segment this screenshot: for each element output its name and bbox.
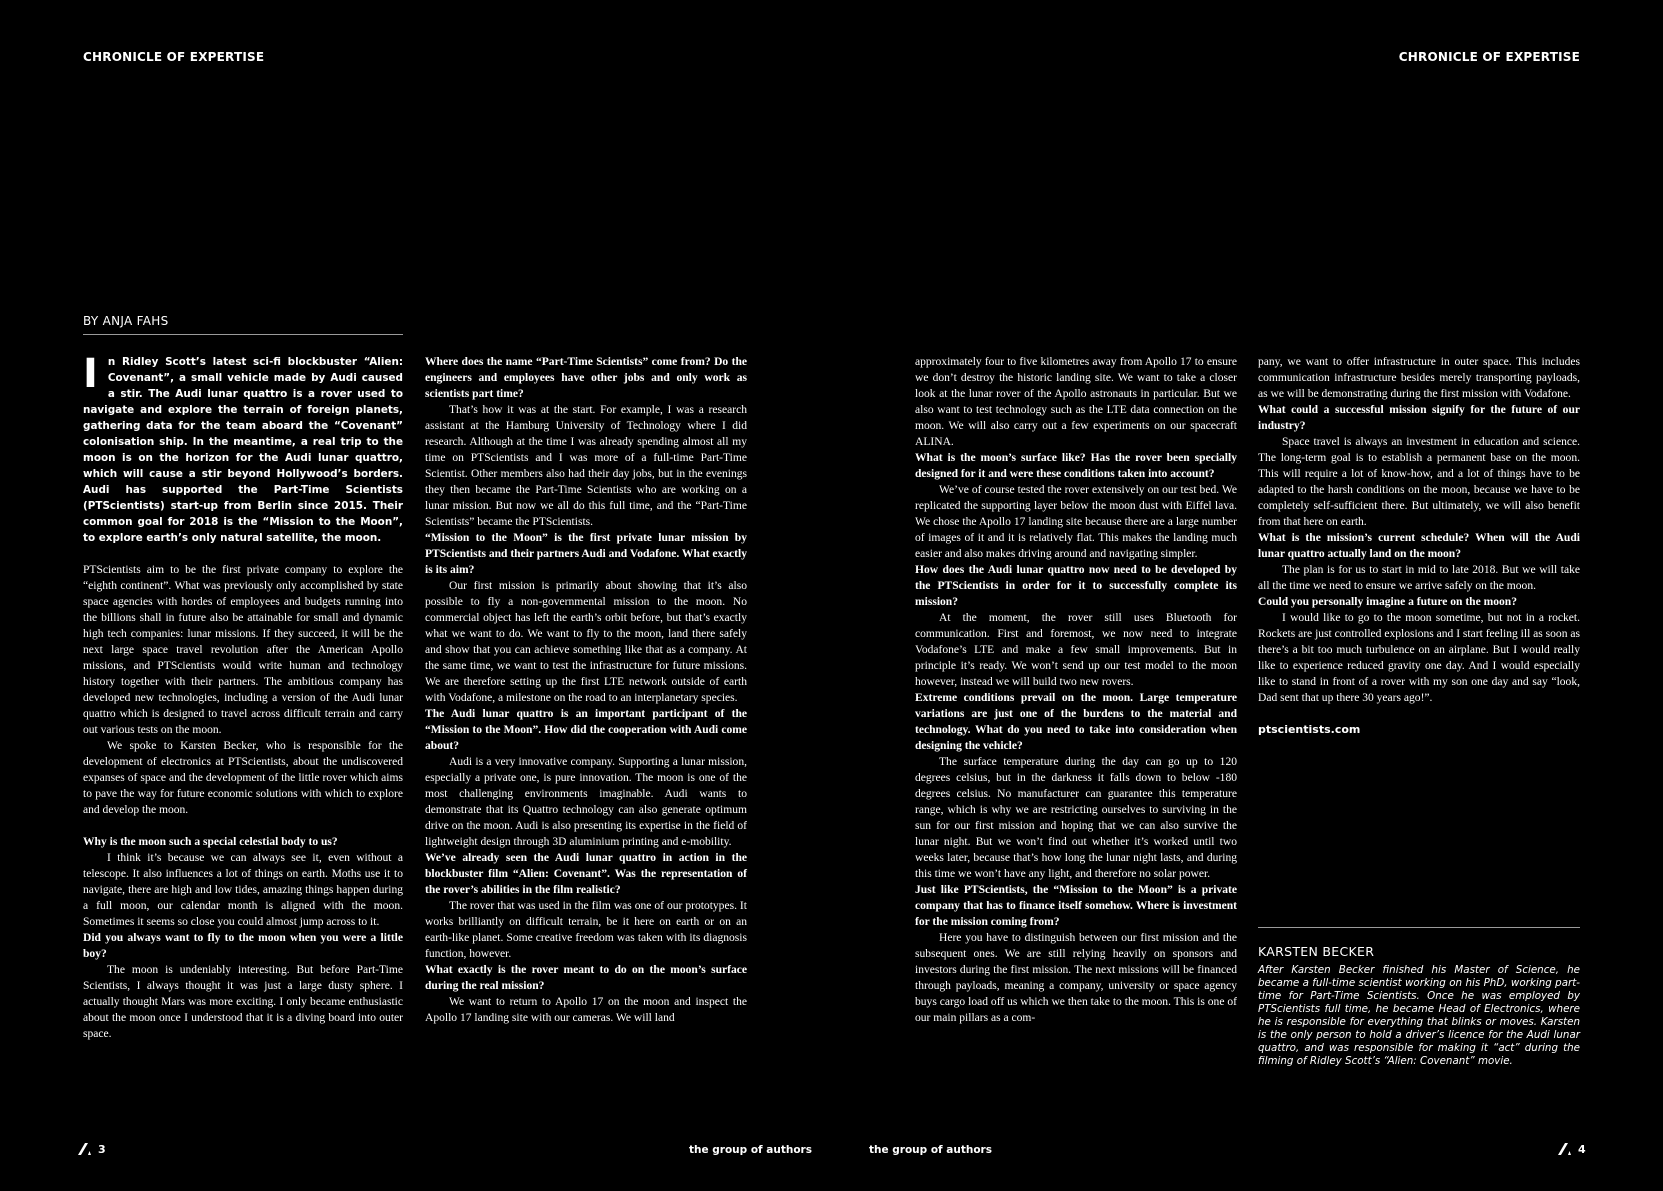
column-1 (83, 351, 403, 1042)
interview-question: Could you personally imagine a future on the moon? (1258, 596, 1517, 608)
lead-paragraph (83, 351, 403, 546)
publication-logo-icon (76, 1142, 92, 1156)
interview-answer: At the moment, the rover still uses Bluetooth for communication. First and foremost, we now need to integrate Vodafone’s LTE and make a few small improvements. But in principle it’s ready. We won’t send up our test model to the moon however, instead we will build two new rovers. (915, 612, 1237, 688)
interview-answer: I think it’s because we can always see it, even without a telescope. It also influences a lot of things on earth. Moths use it to navigate, there are high and low tides, amazing things happen during a full moon, our calendar month is aligned with the moon. Sometimes it seems so close you could almost jump across to it. (83, 852, 403, 928)
interview-question: What is the mission’s current schedule? When will the Audi lunar quattro actually land on the moon? (1258, 532, 1580, 560)
column-2 (425, 354, 747, 1026)
bio-text: After Karsten Becker finished his Master of Science, he became a full-time scientist working on his PhD, working part-time for Part-Time Scientists. Once he was employed by PTScientists full time, he became Head of Electronics, where he is responsible for everything that blinks or moves. Karsten is the only person to hold a driver’s licence for the Audi lunar quattro, and was responsible for making it “act” during the filming of Ridley Scott’s “Alien: Covenant” movie. (1258, 964, 1580, 1067)
interview-answer: Here you have to distinguish between our first mission and the subsequent ones. We are still relying heavily on sponsors and investors during the first mission. The next missions will be financed through payloads, meaning a company, university or space agency buys cargo load off us which we then take to the moon. This is one of our main pillars as a com- (915, 932, 1237, 1024)
interview-answer: That’s how it was at the start. For example, I was a research assistant at the Hamburg University of Technology where I did research. Although at the time I was already spending almost all my time on PTScientists and I was more of a full-time Part-Time Scientist. Other members also had their day jobs, but in the evenings they then became the Part-Time Scientists who are working on a lunar mission. But now we all do this full time, and the “Part-Time Scientists” became the PTScientists. (425, 404, 747, 528)
column-3 (915, 354, 1237, 1026)
interview-question: Why is the moon such a special celestial body to us? (83, 836, 338, 848)
interview-question: Just like PTScientists, the “Mission to the Moon” is a private company that has to finance itself somehow. Where is investment for the mission coming from? (915, 884, 1237, 928)
interview-question: We’ve already seen the Audi lunar quattro in action in the blockbuster film “Alien: Covenant”. Was the representation of the rover’s abilities in the film realistic? (425, 852, 747, 896)
byline-rule (83, 334, 403, 335)
interview-answer: I would like to go to the moon sometime, but not in a rocket. Rockets are just controlled explosions and I start feeling ill as soon as there’s a bit too much turbulence on an airplane. But I would really like to experience reduced gravity one day. And I would especially like to stand in front of a rover with my son one day and say “look, Dad sent that up there 30 years ago!”. (1258, 612, 1580, 704)
page-number-left: 3 (76, 1142, 106, 1156)
interview-question: Where does the name “Part-Time Scientists” come from? Do the engineers and employees have other jobs and only work as scientists part time? (425, 356, 747, 400)
page-number-right: 4 (1556, 1142, 1586, 1156)
interview-question: Did you always want to fly to the moon when you were a little boy? (83, 932, 403, 960)
body-paragraph: We spoke to Karsten Becker, who is responsible for the development of electronics at PTScientists, about the undiscovered expanses of space and the development of the little rover which aims to pave the way for future economic solutions with which to explore and develop the moon. (83, 740, 403, 816)
interview-question: What could a successful mission signify for the future of our industry? (1258, 404, 1580, 432)
interview-question: “Mission to the Moon” is the first private lunar mission by PTScientists and their partners Audi and Vodafone. What exactly is its aim? (425, 532, 747, 576)
interview-question: The Audi lunar quattro is an important participant of the “Mission to the Moon”. How did the cooperation with Audi come about? (425, 708, 747, 752)
footer-credit-right: the group of authors (869, 1144, 992, 1156)
interview-answer: The moon is undeniably interesting. But before Part-Time Scientists, I always thought it was just a large dusty sphere. I actually thought Mars was more exciting. I only became enthusiastic about the moon once I understood that it is a diving board into outer space. (83, 964, 403, 1040)
interview-question: How does the Audi lunar quattro now need to be developed by the PTScientists in order for it to successfully complete its mission? (915, 564, 1237, 608)
interview-answer: The surface temperature during the day can go up to 120 degrees celsius, but in the darkness it falls down to below -180 degrees celsius. No manufacturer can guarantee this temperature range, which is why we are restricting ourselves to surviving in the sun for our first mission and hoping that we can also survive the lunar night. But we won’t find out whether it’s worked until two weeks later, because that’s how long the lunar night lasts, and during this time we won’t have any light, and therefore no solar power. (915, 756, 1237, 880)
interview-answer: Space travel is always an investment in education and science. The long-term goal is to establish a permanent base on the moon. This will require a lot of know-how, and a lot of things have to be adapted to the harsh conditions on the moon, because we have to be completely self-sufficient there. But ultimately, we will also benefit from that here on earth. (1258, 436, 1580, 528)
running-header-right: CHRONICLE OF EXPERTISE (1398, 50, 1580, 64)
bio-rule (1258, 927, 1580, 928)
lead-text: n Ridley Scott’s latest sci-fi blockbuster “Alien: Covenant”, a small vehicle made by Audi caused a stir. The Audi lunar quattro is a rover used to navigate and explore the terrain of foreign planets, gathering data for the team aboard the “Covenant” colonisation ship. In the meantime, a real trip to the moon is on the horizon for the Audi lunar quattro, which will cause a stir beyond Hollywood’s borders. Audi has supported the Part-Time Scientists (PTScientists) start-up from Berlin since 2015. Their common goal for 2018 is the “Mission to the Moon”, to explore earth’s only natural satellite, the moon. (83, 356, 403, 544)
publication-logo-icon (1556, 1142, 1572, 1156)
interview-answer: The plan is for us to start in mid to late 2018. But we will take all the time we need to ensure we arrive safely on the moon. (1258, 564, 1580, 592)
bio-name: KARSTEN BECKER (1258, 944, 1375, 959)
footer-credit-left: the group of authors (689, 1144, 812, 1156)
interview-answer: Audi is a very innovative company. Supporting a lunar mission, especially a private one, is pure innovation. The moon is one of the most challenging environments imaginable. Audi wants to demonstrate that its Quattro technology can also generate optimum drive on the moon. Audi is also presenting its expertise in the field of lightweight design through 3D aluminium printing and e-mobility. (425, 756, 747, 848)
interview-answer: The rover that was used in the film was one of our prototypes. It works brilliantly on difficult terrain, be it here on earth or on an earth-like planet. Some creative freedom was taken with its diagnosis function, however. (425, 900, 747, 960)
website-link[interactable]: ptscientists.com (1258, 723, 1361, 736)
interview-question: What exactly is the rover meant to do on the moon’s surface during the real mission? (425, 964, 747, 992)
interview-answer: We want to return to Apollo 17 on the moon and inspect the Apollo 17 landing site with our cameras. We will land (425, 996, 747, 1024)
column-4 (1258, 354, 1580, 738)
interview-answer: We’ve of course tested the rover extensively on our test bed. We replicated the supporting layer below the moon dust with Eiffel lava. We chose the Apollo 17 landing site because there are a large number of images of it and it is relatively flat. This makes the landing much easier and also makes driving around and navigating simpler. (915, 484, 1237, 560)
drop-cap: I (83, 351, 98, 397)
body-paragraph: PTScientists aim to be the first private company to explore the “eighth continent”. What was previously only accomplished by state space agencies with hordes of employees and budgets running into the billions shall in future also be attainable for small and dynamic high tech companies: lunar missions. If they succeed, it will be the next large space travel revolution after the American Apollo missions, and PTScientists would write human and technology history together with their partners. The ambitious company has developed new technologies, including a version of the Audi lunar quattro which is designed to travel across difficult terrain and carry out various tests on the moon. (83, 564, 403, 736)
byline: BY ANJA FAHS (83, 314, 169, 328)
interview-question: Extreme conditions prevail on the moon. Large temperature variations are just one of the burdens to the material and technology. What do you need to take into consideration when designing the vehicle? (915, 692, 1237, 752)
interview-answer: approximately four to five kilometres away from Apollo 17 to ensure we don’t destroy the historic landing site. We want to take a closer look at the lunar rover of the Apollo astronauts in particular. But we also want to test technology such as the LTE data connection on the moon. We will also carry out a few experiments on our spacecraft ALINA. (915, 356, 1237, 448)
interview-question: What is the moon’s surface like? Has the rover been specially designed for it and were these conditions taken into account? (915, 452, 1237, 480)
interview-answer: Our first mission is primarily about showing that it’s also possible to fly a non-governmental mission to the moon. No commercial object has left the earth’s orbit before, but that’s exactly what we want to do. We want to fly to the moon, land there safely and show that you can achieve something like that as a company. At the same time, we want to test the infrastructure for future missions. We are therefore setting up the first LTE network outside of earth with Vodafone, a milestone on the road to an interplanetary species. (425, 580, 747, 704)
interview-answer: pany, we want to offer infrastructure in outer space. This includes communication infrastructure besides merely transporting payloads, as we will be demonstrating during the first mission with Vodafone. (1258, 356, 1580, 400)
running-header-left: CHRONICLE OF EXPERTISE (83, 50, 265, 64)
